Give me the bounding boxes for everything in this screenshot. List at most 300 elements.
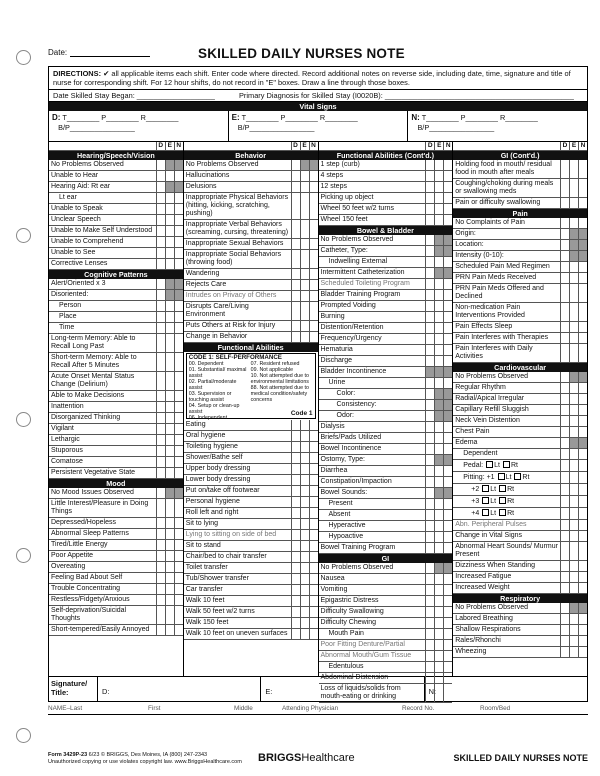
shift-checkbox-d[interactable] [425, 607, 434, 617]
shift-checkbox-d[interactable] [425, 618, 434, 628]
functional-item[interactable] [184, 486, 318, 497]
shift-checkbox-e[interactable] [300, 193, 309, 219]
shift-checkbox-n[interactable] [309, 171, 318, 181]
functional-cont-item[interactable] [319, 171, 453, 182]
shift-checkbox-d[interactable] [560, 372, 569, 382]
shift-checkbox-e[interactable] [569, 333, 578, 343]
hearing-item[interactable] [49, 193, 183, 204]
shift-checkbox-e[interactable] [165, 424, 174, 434]
shift-checkbox-d[interactable] [560, 449, 569, 459]
shift-checkbox-n[interactable] [309, 332, 318, 342]
shift-checkbox-d[interactable] [425, 400, 434, 410]
shift-checkbox-d[interactable] [425, 574, 434, 584]
shift-checkbox-n[interactable] [443, 488, 452, 498]
shift-checkbox-e[interactable] [165, 334, 174, 352]
gi-cont-item[interactable] [453, 160, 587, 179]
shift-checkbox-d[interactable] [425, 378, 434, 388]
cardio-item[interactable] [453, 394, 587, 405]
shift-checkbox-d[interactable] [156, 488, 165, 498]
shift-checkbox-n[interactable] [174, 312, 183, 322]
shift-checkbox-n[interactable] [174, 540, 183, 550]
date-stay-began-field[interactable]: Date Skilled Stay Began: ___________________ [53, 91, 215, 100]
shift-checkbox-e[interactable] [434, 171, 443, 181]
shift-checkbox-n[interactable] [309, 585, 318, 595]
shift-checkbox-e[interactable] [434, 290, 443, 300]
gi-item[interactable] [319, 574, 453, 585]
shift-checkbox-e[interactable] [300, 171, 309, 181]
shift-checkbox-e[interactable] [300, 574, 309, 584]
functional-item[interactable] [184, 519, 318, 530]
shift-checkbox-n[interactable] [309, 596, 318, 606]
shift-checkbox-d[interactable] [156, 446, 165, 456]
shift-checkbox-d[interactable] [425, 268, 434, 278]
functional-cont-item[interactable] [319, 160, 453, 171]
cardio-item[interactable] [453, 472, 587, 484]
shift-checkbox-n[interactable] [174, 353, 183, 371]
pain-item[interactable] [453, 322, 587, 333]
functional-item[interactable] [184, 618, 318, 629]
shift-checkbox-d[interactable] [560, 416, 569, 426]
shift-checkbox-n[interactable] [309, 552, 318, 562]
shift-checkbox-d[interactable] [156, 334, 165, 352]
shift-checkbox-e[interactable] [434, 411, 443, 421]
shift-checkbox-n[interactable] [443, 356, 452, 366]
behavior-item[interactable] [184, 193, 318, 220]
shift-checkbox-e[interactable] [569, 438, 578, 448]
shift-checkbox-d[interactable] [425, 563, 434, 573]
shift-checkbox-n[interactable] [443, 684, 452, 702]
shift-checkbox-d[interactable] [425, 411, 434, 421]
shift-checkbox-d[interactable] [291, 332, 300, 342]
shift-checkbox-e[interactable] [300, 291, 309, 301]
shift-checkbox-e[interactable] [434, 433, 443, 443]
shift-checkbox-d[interactable] [291, 508, 300, 518]
behavior-item[interactable] [184, 160, 318, 171]
shift-checkbox-d[interactable] [560, 229, 569, 239]
shift-checkbox-d[interactable] [291, 530, 300, 540]
shift-checkbox-d[interactable] [156, 424, 165, 434]
checkbox-rt[interactable] [499, 509, 506, 516]
shift-checkbox-e[interactable] [569, 647, 578, 657]
shift-checkbox-e[interactable] [569, 344, 578, 362]
cardio-item[interactable] [453, 383, 587, 394]
shift-checkbox-e[interactable] [434, 204, 443, 214]
cardio-item[interactable] [453, 372, 587, 383]
shift-checkbox-n[interactable] [443, 235, 452, 245]
shift-checkbox-n[interactable] [309, 431, 318, 441]
shift-checkbox-n[interactable] [174, 204, 183, 214]
shift-checkbox-d[interactable] [560, 262, 569, 272]
gi-item[interactable] [319, 607, 453, 618]
shift-checkbox-n[interactable] [578, 438, 587, 448]
hearing-item[interactable] [49, 259, 183, 270]
shift-checkbox-d[interactable] [291, 239, 300, 249]
functional-item[interactable] [184, 475, 318, 486]
checkbox-rt[interactable] [503, 461, 510, 468]
shift-checkbox-d[interactable] [156, 171, 165, 181]
bowel-item[interactable] [319, 433, 453, 444]
shift-checkbox-e[interactable] [300, 420, 309, 430]
shift-checkbox-n[interactable] [578, 218, 587, 228]
shift-checkbox-d[interactable] [291, 629, 300, 639]
hearing-item[interactable] [49, 182, 183, 193]
bowel-item[interactable] [319, 367, 453, 378]
shift-checkbox-e[interactable] [434, 466, 443, 476]
shift-checkbox-n[interactable] [578, 416, 587, 426]
shift-checkbox-n[interactable] [174, 290, 183, 300]
shift-checkbox-d[interactable] [156, 499, 165, 517]
shift-checkbox-n[interactable] [578, 383, 587, 393]
cardio-item[interactable] [453, 531, 587, 542]
shift-checkbox-e[interactable] [434, 662, 443, 672]
shift-checkbox-n[interactable] [174, 595, 183, 605]
shift-checkbox-e[interactable] [165, 402, 174, 412]
shift-checkbox-d[interactable] [560, 561, 569, 571]
shift-checkbox-n[interactable] [309, 193, 318, 219]
shift-checkbox-e[interactable] [569, 198, 578, 208]
shift-checkbox-d[interactable] [291, 475, 300, 485]
shift-checkbox-n[interactable] [309, 541, 318, 551]
shift-checkbox-n[interactable] [174, 413, 183, 423]
shift-checkbox-n[interactable] [443, 651, 452, 661]
shift-checkbox-n[interactable] [174, 518, 183, 528]
shift-checkbox-e[interactable] [569, 636, 578, 646]
shift-checkbox-e[interactable] [165, 226, 174, 236]
bowel-item[interactable] [319, 257, 453, 268]
bowel-item[interactable] [319, 466, 453, 477]
shift-checkbox-d[interactable] [560, 427, 569, 437]
shift-checkbox-e[interactable] [569, 416, 578, 426]
checkbox-rt[interactable] [499, 497, 506, 504]
shift-checkbox-d[interactable] [425, 389, 434, 399]
mood-item[interactable] [49, 606, 183, 625]
shift-checkbox-e[interactable] [300, 629, 309, 639]
shift-checkbox-d[interactable] [560, 179, 569, 197]
shift-checkbox-e[interactable] [300, 464, 309, 474]
shift-checkbox-d[interactable] [291, 563, 300, 573]
hearing-item[interactable] [49, 160, 183, 171]
functional-cont-item[interactable] [319, 215, 453, 226]
shift-checkbox-d[interactable] [291, 269, 300, 279]
shift-checkbox-n[interactable] [578, 572, 587, 582]
respiratory-item[interactable] [453, 625, 587, 636]
shift-checkbox-e[interactable] [434, 684, 443, 702]
shift-checkbox-d[interactable] [291, 321, 300, 331]
shift-checkbox-d[interactable] [560, 333, 569, 343]
shift-checkbox-n[interactable] [578, 531, 587, 541]
shift-checkbox-d[interactable] [291, 431, 300, 441]
cognitive-item[interactable] [49, 301, 183, 312]
shift-checkbox-n[interactable] [443, 574, 452, 584]
shift-checkbox-e[interactable] [569, 229, 578, 239]
shift-checkbox-e[interactable] [300, 541, 309, 551]
shift-checkbox-d[interactable] [425, 301, 434, 311]
shift-checkbox-d[interactable] [560, 344, 569, 362]
name-last[interactable]: NAME–Last [48, 705, 83, 712]
shift-checkbox-e[interactable] [300, 508, 309, 518]
shift-checkbox-n[interactable] [309, 453, 318, 463]
gi-item[interactable] [319, 618, 453, 629]
shift-checkbox-d[interactable] [425, 444, 434, 454]
shift-checkbox-n[interactable] [578, 394, 587, 404]
shift-checkbox-n[interactable] [578, 603, 587, 613]
room-bed[interactable]: Room/Bed [480, 705, 511, 712]
shift-checkbox-d[interactable] [156, 259, 165, 269]
behavior-item[interactable] [184, 250, 318, 269]
shift-checkbox-e[interactable] [300, 442, 309, 452]
shift-checkbox-e[interactable] [300, 239, 309, 249]
shift-checkbox-d[interactable] [291, 618, 300, 628]
shift-checkbox-d[interactable] [156, 584, 165, 594]
cardio-item[interactable] [453, 427, 587, 438]
shift-checkbox-e[interactable] [165, 193, 174, 203]
shift-checkbox-e[interactable] [434, 235, 443, 245]
shift-checkbox-d[interactable] [425, 640, 434, 650]
bowel-item[interactable] [319, 246, 453, 257]
shift-checkbox-n[interactable] [578, 405, 587, 415]
shift-checkbox-d[interactable] [291, 541, 300, 551]
functional-item[interactable] [184, 420, 318, 431]
shift-checkbox-d[interactable] [560, 322, 569, 332]
cognitive-item[interactable] [49, 279, 183, 290]
shift-checkbox-e[interactable] [165, 323, 174, 333]
behavior-item[interactable] [184, 269, 318, 280]
shift-checkbox-e[interactable] [434, 356, 443, 366]
shift-checkbox-e[interactable] [569, 520, 578, 530]
shift-checkbox-n[interactable] [309, 464, 318, 474]
shift-checkbox-e[interactable] [300, 182, 309, 192]
shift-checkbox-d[interactable] [291, 182, 300, 192]
shift-checkbox-e[interactable] [165, 573, 174, 583]
shift-checkbox-d[interactable] [560, 647, 569, 657]
respiratory-item[interactable] [453, 647, 587, 658]
shift-checkbox-d[interactable] [425, 673, 434, 683]
shift-checkbox-e[interactable] [165, 237, 174, 247]
shift-checkbox-e[interactable] [165, 413, 174, 423]
shift-checkbox-n[interactable] [174, 391, 183, 401]
shift-checkbox-e[interactable] [300, 160, 309, 170]
shift-checkbox-d[interactable] [560, 520, 569, 530]
shift-checkbox-e[interactable] [569, 572, 578, 582]
shift-checkbox-e[interactable] [300, 563, 309, 573]
shift-checkbox-n[interactable] [578, 333, 587, 343]
bowel-item[interactable] [319, 323, 453, 334]
shift-checkbox-e[interactable] [569, 405, 578, 415]
shift-checkbox-e[interactable] [434, 378, 443, 388]
pain-item[interactable] [453, 273, 587, 284]
functional-item[interactable] [184, 596, 318, 607]
cardio-item[interactable] [453, 583, 587, 594]
shift-checkbox-e[interactable] [569, 303, 578, 321]
shift-checkbox-d[interactable] [156, 193, 165, 203]
shift-checkbox-d[interactable] [291, 291, 300, 301]
shift-checkbox-d[interactable] [156, 204, 165, 214]
shift-checkbox-d[interactable] [291, 171, 300, 181]
cardio-item[interactable] [453, 460, 587, 472]
mood-item[interactable] [49, 499, 183, 518]
behavior-item[interactable] [184, 182, 318, 193]
cognitive-item[interactable] [49, 353, 183, 372]
shift-checkbox-n[interactable] [443, 367, 452, 377]
bowel-item[interactable] [319, 290, 453, 301]
shift-checkbox-e[interactable] [434, 182, 443, 192]
gi-item[interactable] [319, 629, 453, 640]
shift-checkbox-n[interactable] [174, 402, 183, 412]
shift-checkbox-d[interactable] [425, 215, 434, 225]
shift-checkbox-n[interactable] [174, 301, 183, 311]
shift-checkbox-e[interactable] [569, 383, 578, 393]
shift-checkbox-e[interactable] [300, 280, 309, 290]
bowel-item[interactable] [319, 521, 453, 532]
shift-checkbox-n[interactable] [443, 279, 452, 289]
shift-checkbox-e[interactable] [434, 268, 443, 278]
functional-item[interactable] [184, 530, 318, 541]
functional-item[interactable] [184, 563, 318, 574]
shift-checkbox-n[interactable] [443, 182, 452, 192]
cardio-item[interactable] [453, 542, 587, 561]
respiratory-item[interactable] [453, 636, 587, 647]
cognitive-item[interactable] [49, 391, 183, 402]
functional-cont-item[interactable] [319, 193, 453, 204]
checkbox-lt[interactable] [482, 485, 489, 492]
hearing-item[interactable] [49, 215, 183, 226]
shift-checkbox-n[interactable] [443, 268, 452, 278]
shift-checkbox-e[interactable] [569, 284, 578, 302]
shift-checkbox-e[interactable] [569, 240, 578, 250]
shift-checkbox-d[interactable] [425, 422, 434, 432]
shift-checkbox-n[interactable] [443, 312, 452, 322]
shift-checkbox-d[interactable] [425, 312, 434, 322]
functional-item[interactable] [184, 552, 318, 563]
shift-checkbox-d[interactable] [156, 595, 165, 605]
shift-checkbox-n[interactable] [443, 160, 452, 170]
shift-checkbox-d[interactable] [425, 433, 434, 443]
shift-checkbox-d[interactable] [560, 405, 569, 415]
cognitive-item[interactable] [49, 468, 183, 479]
shift-checkbox-n[interactable] [174, 182, 183, 192]
shift-checkbox-n[interactable] [174, 171, 183, 181]
shift-checkbox-e[interactable] [434, 389, 443, 399]
shift-checkbox-e[interactable] [165, 529, 174, 539]
mood-item[interactable] [49, 584, 183, 595]
functional-item[interactable] [184, 442, 318, 453]
functional-cont-item[interactable] [319, 204, 453, 215]
shift-checkbox-n[interactable] [443, 532, 452, 542]
shift-checkbox-n[interactable] [443, 455, 452, 465]
shift-checkbox-n[interactable] [443, 301, 452, 311]
shift-checkbox-n[interactable] [309, 486, 318, 496]
shift-checkbox-d[interactable] [560, 572, 569, 582]
hearing-item[interactable] [49, 248, 183, 259]
shift-checkbox-n[interactable] [578, 508, 587, 519]
cognitive-item[interactable] [49, 435, 183, 446]
shift-checkbox-e[interactable] [434, 532, 443, 542]
shift-checkbox-d[interactable] [156, 562, 165, 572]
shift-checkbox-d[interactable] [560, 251, 569, 261]
shift-checkbox-d[interactable] [560, 394, 569, 404]
shift-checkbox-e[interactable] [434, 477, 443, 487]
shift-checkbox-n[interactable] [578, 160, 587, 178]
shift-checkbox-n[interactable] [174, 215, 183, 225]
shift-checkbox-d[interactable] [156, 518, 165, 528]
shift-checkbox-n[interactable] [578, 284, 587, 302]
shift-checkbox-e[interactable] [569, 583, 578, 593]
bowel-item[interactable] [319, 532, 453, 543]
shift-checkbox-d[interactable] [156, 301, 165, 311]
pain-item[interactable] [453, 303, 587, 322]
shift-checkbox-d[interactable] [560, 218, 569, 228]
cardio-item[interactable] [453, 484, 587, 496]
shift-checkbox-n[interactable] [174, 424, 183, 434]
shift-checkbox-e[interactable] [569, 179, 578, 197]
vitals-day[interactable] [49, 111, 228, 141]
shift-checkbox-n[interactable] [443, 290, 452, 300]
shift-checkbox-d[interactable] [560, 625, 569, 635]
shift-checkbox-d[interactable] [156, 457, 165, 467]
shift-checkbox-d[interactable] [425, 629, 434, 639]
shift-checkbox-e[interactable] [165, 353, 174, 371]
shift-checkbox-d[interactable] [425, 367, 434, 377]
shift-checkbox-e[interactable] [434, 160, 443, 170]
bowel-item[interactable] [319, 312, 453, 323]
shift-checkbox-e[interactable] [434, 215, 443, 225]
shift-checkbox-d[interactable] [425, 521, 434, 531]
vitals-night[interactable] [407, 111, 587, 141]
shift-checkbox-e[interactable] [434, 574, 443, 584]
shift-checkbox-e[interactable] [569, 472, 578, 483]
shift-checkbox-e[interactable] [300, 321, 309, 331]
checkbox-rt[interactable] [499, 485, 506, 492]
shift-checkbox-e[interactable] [434, 640, 443, 650]
shift-checkbox-e[interactable] [300, 332, 309, 342]
shift-checkbox-d[interactable] [291, 302, 300, 320]
vitals-evening[interactable] [228, 111, 408, 141]
shift-checkbox-e[interactable] [434, 193, 443, 203]
shift-checkbox-e[interactable] [165, 279, 174, 289]
shift-checkbox-n[interactable] [174, 562, 183, 572]
shift-checkbox-n[interactable] [443, 422, 452, 432]
shift-checkbox-n[interactable] [443, 171, 452, 181]
pain-item[interactable] [453, 262, 587, 273]
shift-checkbox-d[interactable] [425, 246, 434, 256]
cognitive-item[interactable] [49, 372, 183, 391]
functional-item[interactable] [184, 497, 318, 508]
shift-checkbox-e[interactable] [434, 323, 443, 333]
shift-checkbox-e[interactable] [165, 290, 174, 300]
functional-item[interactable] [184, 453, 318, 464]
shift-checkbox-d[interactable] [425, 290, 434, 300]
shift-checkbox-e[interactable] [300, 585, 309, 595]
respiratory-item[interactable] [453, 614, 587, 625]
shift-checkbox-n[interactable] [309, 280, 318, 290]
shift-checkbox-d[interactable] [156, 160, 165, 170]
shift-checkbox-d[interactable] [156, 353, 165, 371]
shift-checkbox-d[interactable] [560, 542, 569, 560]
shift-checkbox-e[interactable] [165, 171, 174, 181]
shift-checkbox-e[interactable] [569, 614, 578, 624]
shift-checkbox-e[interactable] [569, 218, 578, 228]
behavior-item[interactable] [184, 239, 318, 250]
mood-item[interactable] [49, 529, 183, 540]
cognitive-item[interactable] [49, 290, 183, 301]
shift-checkbox-d[interactable] [425, 193, 434, 203]
shift-checkbox-e[interactable] [300, 220, 309, 238]
shift-checkbox-d[interactable] [156, 248, 165, 258]
bowel-item[interactable] [319, 444, 453, 455]
shift-checkbox-n[interactable] [578, 240, 587, 250]
shift-checkbox-e[interactable] [165, 499, 174, 517]
hearing-item[interactable] [49, 237, 183, 248]
